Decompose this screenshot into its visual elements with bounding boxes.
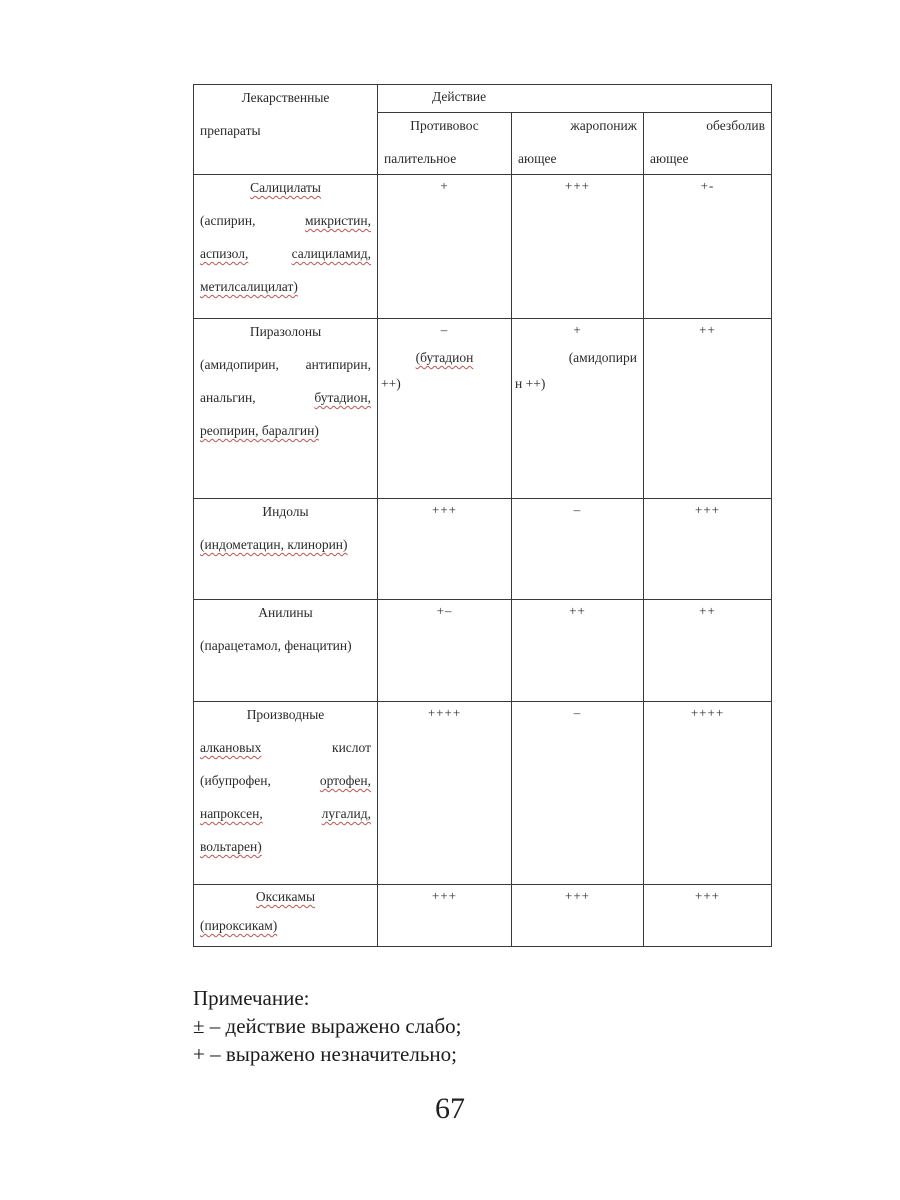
header-col3-line1: обезболив [706,118,765,133]
drug-text: (пироксикам) [200,918,278,933]
value-note: (бутадион [415,350,474,365]
header-col3-cell [644,113,772,175]
notes-block [193,984,793,1068]
analgesic-value: +++ [695,502,720,517]
drug-text: реопирин, баралгин) [200,423,319,438]
header-drug-line2: препараты [200,123,261,138]
anti-inflammatory-value: +++ [432,888,457,903]
table-row [194,175,772,319]
value-cell [644,319,772,499]
value-cell [644,175,772,319]
drug-cell [194,885,378,947]
value-cell [378,702,512,885]
table-row [194,499,772,600]
value-cell [512,885,644,947]
drug-text: микристин, [304,213,371,228]
analgesic-value: ++++ [690,705,725,720]
anti-inflammatory-value: +– [436,603,453,618]
drug-text: (аспирин, [200,213,256,228]
drug-cell [194,600,378,702]
header-drug-line1: Лекарственные [241,90,330,105]
header-col1-line1: Противовос [410,118,479,133]
antipyretic-value: – [573,502,582,517]
drug-text: ортофен, [319,773,371,788]
value-cell [378,885,512,947]
value-cell [512,319,644,499]
drug-text: вольтарен) [200,839,262,854]
value-cell [644,600,772,702]
table-row [194,702,772,885]
value-cell [378,600,512,702]
antipyretic-value: +++ [565,888,590,903]
drug-action-table [193,84,772,947]
antipyretic-value: – [573,705,582,720]
drug-text: алкановых [200,740,262,755]
anti-inflammatory-value: +++ [432,502,457,517]
drug-text: лугалид, [321,806,371,821]
drug-text: бутадион, [314,390,371,405]
notes-line: + – выражено незначительно; [193,1042,457,1066]
header-action-label: Действие [432,89,487,104]
drug-group-name: Анилины [258,605,313,620]
drug-text: антипирин, [305,357,371,372]
drug-text: салициламид, [291,246,371,261]
drug-text: (индометацин, клинорин) [200,537,348,552]
value-cell [378,499,512,600]
value-note: н ++) [515,376,546,391]
anti-inflammatory-value: – [440,322,449,337]
value-note: (амидопири [568,350,637,365]
header-drug-cell [194,85,378,175]
header-col2-cell [512,113,644,175]
drug-text: анальгин, [200,390,256,405]
drug-group-name: Индолы [262,504,309,519]
header-col2-line2: ающее [518,151,557,166]
value-cell [644,499,772,600]
table-header-row [194,85,772,113]
antipyretic-value: ++ [569,603,586,618]
analgesic-value: +- [700,178,715,193]
header-col3-line2: ающее [650,151,689,166]
drug-group-name: Салицилаты [250,180,321,195]
drug-text: аспизол, [200,246,249,261]
header-col2-line1: жаропониж [570,118,637,133]
notes-title: Примечание: [193,986,310,1010]
drug-cell [194,175,378,319]
notes-line: ± – действие выражено слабо; [193,1014,462,1038]
drug-cell [194,499,378,600]
analgesic-value: ++ [699,603,716,618]
header-action-cell [378,85,772,113]
drug-text: (амидопирин, [200,357,279,372]
header-col1-cell [378,113,512,175]
value-cell [378,175,512,319]
header-col1-line2: палительное [384,151,457,166]
value-cell [644,885,772,947]
drug-cell [194,702,378,885]
analgesic-value: +++ [695,888,720,903]
drug-text: метилсалицилат) [200,279,298,294]
anti-inflammatory-value: + [440,178,449,193]
drug-group-name: Пиразолоны [249,324,322,339]
page-number: 67 [435,1092,465,1125]
analgesic-value: ++ [699,322,716,337]
value-cell [644,702,772,885]
table-row [194,319,772,499]
anti-inflammatory-value: ++++ [427,705,462,720]
drug-text: (ибупрофен, [200,773,271,788]
drug-cell [194,319,378,499]
value-cell [378,319,512,499]
drug-group-name: Оксикамы [255,889,316,904]
value-cell [512,702,644,885]
antipyretic-value: +++ [565,178,590,193]
table-row [194,885,772,947]
value-cell [512,499,644,600]
drug-text: напроксен, [200,806,263,821]
drug-text: (парацетамол, фенацитин) [200,638,352,653]
table-row [194,600,772,702]
value-cell [512,600,644,702]
value-cell [512,175,644,319]
drug-text: кислот [332,740,371,755]
drug-action-table-image [193,84,773,952]
drug-group-name: Производные [246,707,325,722]
value-note: ++) [381,376,401,391]
antipyretic-value: + [573,322,582,337]
